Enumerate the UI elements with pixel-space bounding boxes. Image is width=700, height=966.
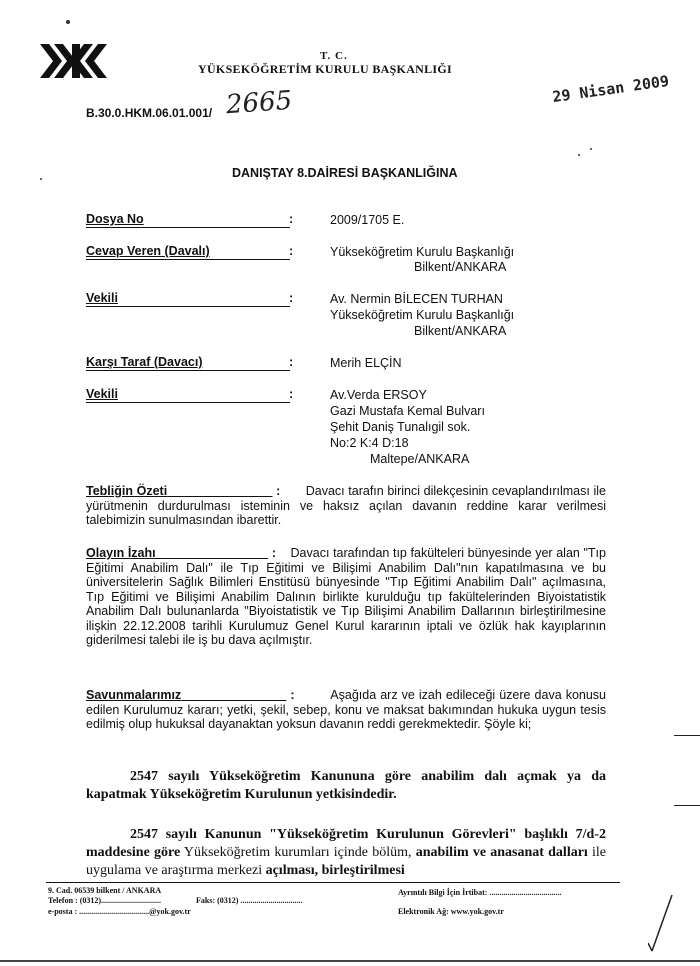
dosya-label: Dosya No (86, 212, 144, 226)
addressee-heading: DANIŞTAY 8.DAİRESİ BAŞKANLIĞINA (232, 166, 458, 180)
statement-2-part-d: ile uygulama ve araştırma merkezi (86, 845, 607, 878)
footer-faks: Faks: (0312) ............................... (196, 896, 303, 905)
vekil1-value-1: Av. Nermin BİLECEN TURHAN (330, 292, 503, 306)
scan-bottom-edge (0, 960, 700, 962)
cevap-colon: : (289, 244, 294, 258)
vekil2-value-4: No:2 K:4 D:18 (330, 436, 409, 450)
vekil2-value-2: Gazi Mustafa Kemal Bulvarı (330, 404, 485, 418)
footer-ayrinti: Ayrıntılı Bilgi İçin İrtibat: .................................... (398, 888, 562, 897)
statement-2-part-c: anabilim ve anasanat dalları (415, 845, 588, 860)
yok-logo-icon (40, 44, 112, 78)
scan-speck (578, 154, 580, 156)
karsi-underline (86, 370, 290, 371)
teblig-text: Davacı tarafın birinci dilekçesinin cevaplandırılması ile yürütmenin durdurulması isteminin ve haksız açılan davanın reddine karar verilmesi talebimizin sunulmasından ibarettir. (86, 484, 606, 527)
scan-slash-mark (648, 895, 676, 955)
statement-1 (86, 768, 606, 804)
vekil2-label: Vekili (86, 387, 118, 401)
olayin-label: Olayın İzahı (86, 546, 156, 560)
statement-1-text: 2547 sayılı Yükseköğretim Kanununa göre anabilim dalı açmak ya da kapatmak Yükseköğretim Kurulunun yetkisindedir. (86, 769, 606, 802)
reference-handwritten: 2665 (225, 85, 294, 121)
savunma-text: Aşağıda arz ve izah edileceği üzere dava konusu edilen Kurulumuz kararı; yetki, şekil, sebep, konu ve maksat bakımından hukuka uygun tesis edilmiş olup hukuksal dayanaktan yoksun davanın reddi gerekmektedir. Şöyle ki; (86, 688, 606, 731)
savunma-paragraph (86, 688, 606, 732)
footer-divider (46, 882, 620, 883)
vekil1-value-3: Bilkent/ANKARA (414, 324, 507, 338)
cevap-underline (86, 259, 290, 260)
cevap-label: Cevap Veren (Davalı) (86, 244, 210, 258)
statement-2-part-e: açılması, birleştirilmesi (265, 863, 405, 878)
olayin-colon: : (271, 546, 276, 560)
savunma-label: Savunmalarımız (86, 688, 182, 702)
date-stamp: 29 Nisan 2009 (551, 71, 671, 107)
scan-speck (590, 148, 592, 150)
olayin-text: Davacı tarafından tıp fakülteleri bünyesinde yer alan "Tıp Eğitimi Anabilim Dalı" ile Tıp Eğitimi ve Bilişimi Anabilim Dalı"nın kapatılmasına ve bu üniversitelerin Sağlık Bilimleri Enstitüsü bünyesinde "Tıp Eğitimi Anabilim Dalı" açılmasına, Tıp Eğitimi ve Bilişimi Anabilim Dalının birlikte kurulduğu tıp fakültelerinden Biyoistatistik Anabilim Dalı bulunanlarda "Biyoistatistik ve Tıp Bilişimi Anabilim Dallarının birleştirilmesine ilişkin 22.12.2008 tarihli Kurulumuz Genel Kurul kararının iptali ve özlük hak kayıplarının giderilmesi talebi ile iş bu dava açılmıştır. (86, 546, 606, 647)
dosya-underline (86, 227, 290, 228)
statement-2-part-b: Yükseköğretim kurumları içinde bölüm, (183, 845, 412, 860)
vekil1-value-2: Yükseköğretim Kurulu Başkanlığı (330, 308, 515, 322)
org-country: T. C. (320, 50, 348, 62)
teblig-colon: : (276, 484, 281, 498)
karsi-value: Merih ELÇİN (330, 356, 402, 370)
olayin-paragraph (86, 546, 606, 648)
footer-telefon: Telefon : (0312).............................. (48, 896, 162, 905)
footer-elektronik: Elektronik Ağ: www.yok.gov.tr (398, 907, 504, 916)
cevap-value-2: Bilkent/ANKARA (414, 260, 507, 274)
org-name: YÜKSEKÖĞRETİM KURULU BAŞKANLIĞI (198, 62, 453, 76)
vekil1-label: Vekili (86, 291, 118, 305)
scan-edge-mark (674, 805, 700, 806)
vekil2-value-5: Maltepe/ANKARA (370, 452, 470, 466)
vekil2-value-1: Av.Verda ERSOY (330, 388, 427, 402)
karsi-colon: : (289, 355, 294, 369)
dosya-value: 2009/1705 E. (330, 213, 405, 227)
footer-eposta: e-posta : ...................................@yok.gov.tr (48, 907, 191, 916)
vekil1-colon: : (289, 291, 294, 305)
scan-speck (66, 20, 70, 24)
vekil1-underline (86, 306, 290, 307)
dosya-colon: : (289, 212, 294, 226)
scan-edge-mark (674, 735, 700, 736)
teblig-paragraph (86, 484, 606, 528)
statement-2-part-a: 2547 sayılı Kanunun "Yükseköğretim Kurulunun Görevleri" başlıklı 7/d-2 maddesine göre (86, 827, 606, 860)
savunma-colon: : (290, 688, 295, 702)
vekil2-colon: : (289, 387, 294, 401)
footer-address: 9. Cad. 06539 bilkent / ANKARA (48, 886, 162, 895)
vekil2-value-3: Şehit Daniş Tunalıgil sok. (330, 420, 471, 434)
teblig-label: Tebliğin Özeti (86, 484, 168, 498)
vekil2-underline (86, 402, 290, 403)
reference-number: B.30.0.HKM.06.01.001/ (86, 106, 213, 120)
scan-speck (40, 178, 42, 180)
statement-2 (86, 826, 606, 880)
cevap-value-1: Yükseköğretim Kurulu Başkanlığı (330, 245, 515, 259)
karsi-label: Karşı Taraf (Davacı) (86, 355, 203, 369)
